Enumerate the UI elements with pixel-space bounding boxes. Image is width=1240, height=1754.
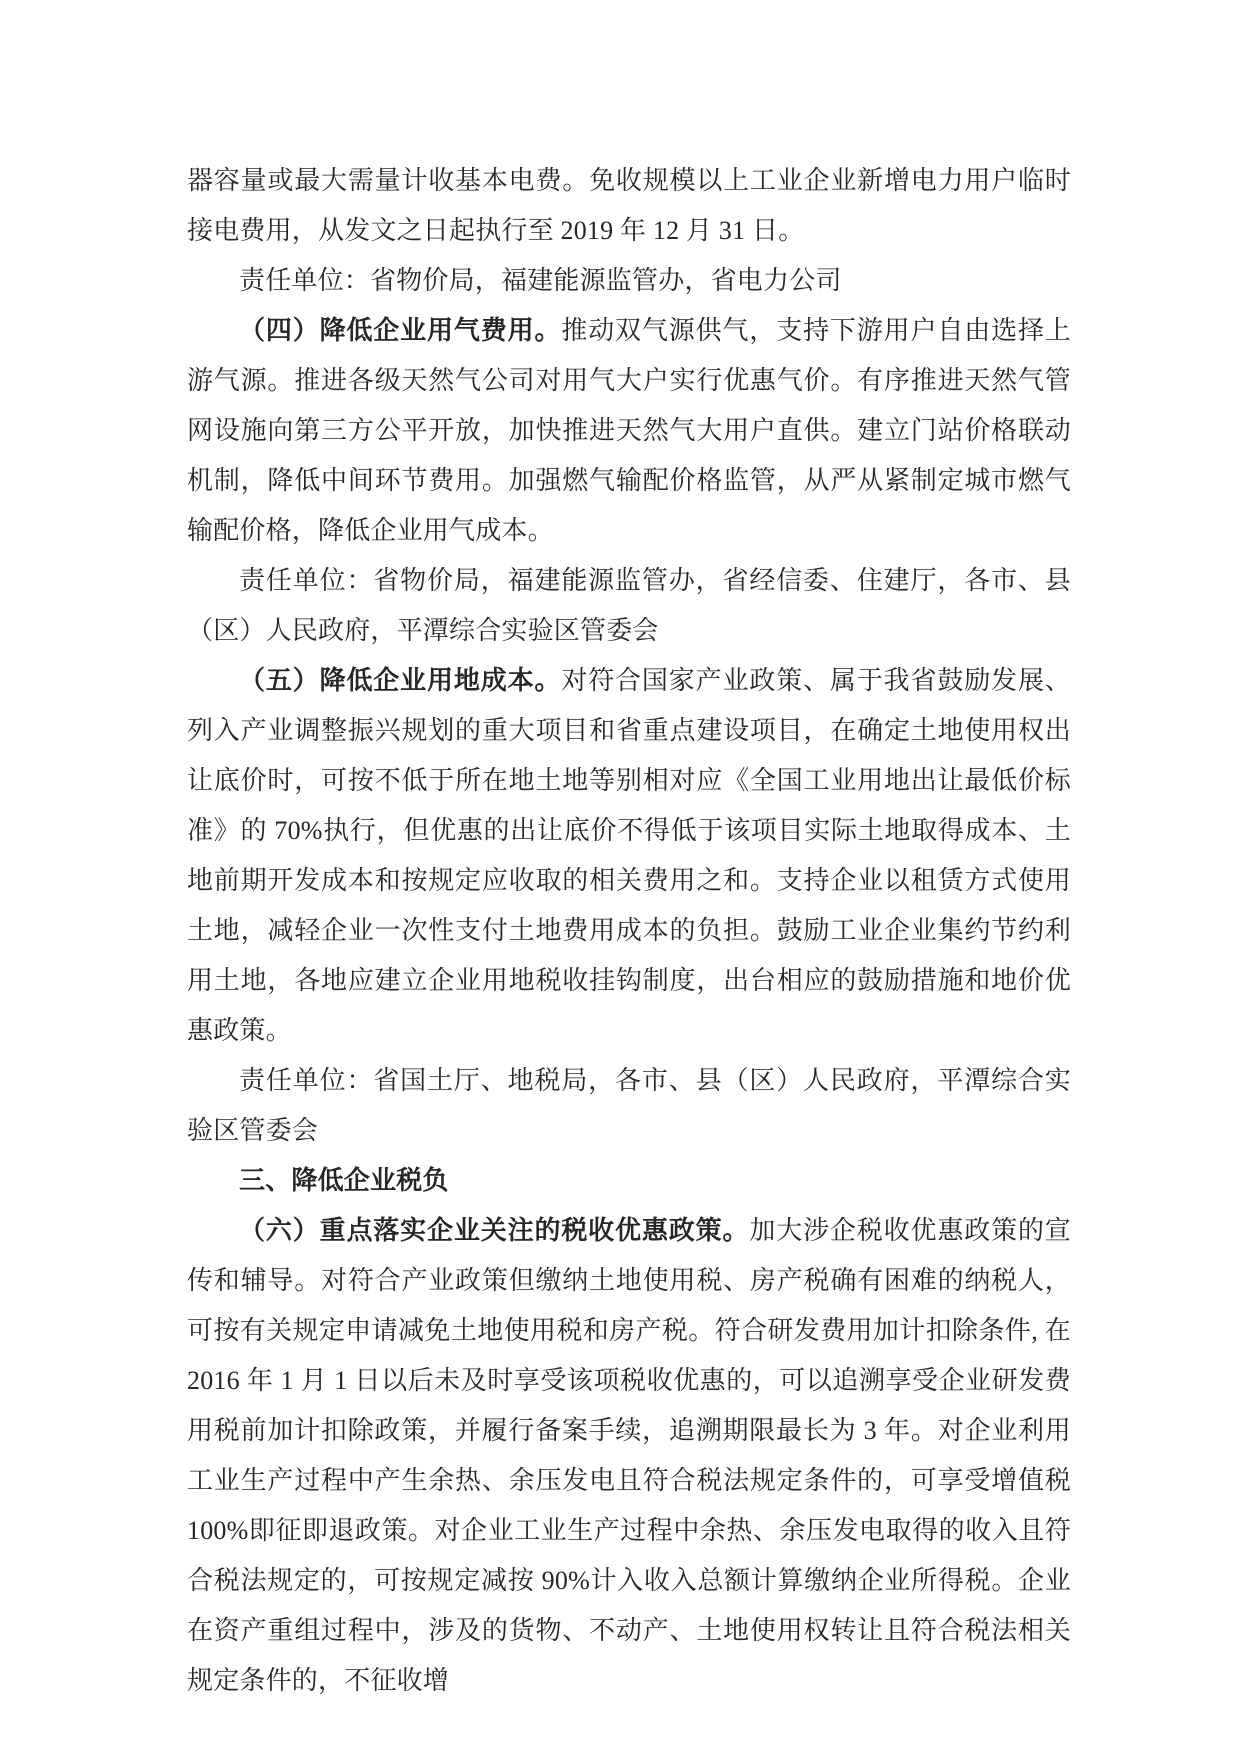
para-item5-land-cost	[187, 656, 1071, 1056]
para-item4-heading: （四）降低企业用气费用。	[239, 316, 562, 345]
responsible-unit-line-3	[187, 1056, 1071, 1156]
para-item6-tax-policy	[187, 1206, 1071, 1706]
responsible-unit-line-1	[187, 256, 1071, 306]
responsible-unit-1-text: 责任单位：省物价局，福建能源监管办，省电力公司	[239, 266, 842, 295]
para-item4-gas-cost	[187, 306, 1071, 556]
responsible-unit-line-2	[187, 556, 1071, 656]
para-item5-text: 对符合国家产业政策、属于我省鼓励发展、列入产业调整振兴规划的重大项目和省重点建设项目，在确定土地使用权出让底价时，可按不低于所在地土地等别相对应《全国工业用地出让最低价标准》的 70%执行，但优惠的出让底价不得低于该项目实际土地取得成本、土地前期开发成本和按规定应收取的相关费用之和。支持企业以租赁方式使用土地，减轻企业一次性支付土地费用成本的负担。鼓励工业企业集约节约利用土地，各地应建立企业用地税收挂钩制度，出台相应的鼓励措施和地价优惠政策。	[187, 666, 1071, 1045]
para-electricity-fee-continuation	[187, 156, 1071, 256]
para-item4-text: 推动双气源供气，支持下游用户自由选择上游气源。推进各级天然气公司对用气大户实行优惠气价。有序推进天然气管网设施向第三方公平开放，加快推进天然气大用户直供。建立门站价格联动机制，降低中间环节费用。加强燃气输配价格监管，从严从紧制定城市燃气输配价格，降低企业用气成本。	[187, 316, 1071, 545]
para-electricity-text: 器容量或最大需量计收基本电费。免收规模以上工业企业新增电力用户临时接电费用，从发文之日起执行至 2019 年 12 月 31 日。	[187, 166, 1071, 245]
para-item6-heading: （六）重点落实企业关注的税收优惠政策。	[239, 1216, 750, 1245]
para-item5-heading: （五）降低企业用地成本。	[239, 666, 562, 695]
responsible-unit-2-text: 责任单位：省物价局，福建能源监管办，省经信委、住建厅，各市、县（区）人民政府，平潭综合实验区管委会	[187, 566, 1071, 645]
responsible-unit-3-text: 责任单位：省国土厅、地税局，各市、县（区）人民政府，平潭综合实验区管委会	[187, 1066, 1071, 1145]
section-3-heading	[187, 1156, 1071, 1206]
document-body	[187, 156, 1071, 1706]
section-3-heading-text: 三、降低企业税负	[239, 1166, 449, 1195]
para-item6-text: 加大涉企税收优惠政策的宣传和辅导。对符合产业政策但缴纳土地使用税、房产税确有困难的纳税人，可按有关规定申请减免土地使用税和房产税。符合研发费用加计扣除条件, 在 2016 年 1 月 1 日以后未及时享受该项税收优惠的，可以追溯享受企业研发费用税前加计扣除政策，并履行备案手续，追溯期限最长为 3 年。对企业利用工业生产过程中产生余热、余压发电且符合税法规定条件的，可享受增值税 100%即征即退政策。对企业工业生产过程中余热、余压发电取得的收入且符合税法规定的，可按规定减按 90%计入收入总额计算缴纳企业所得税。企业在资产重组过程中，涉及的货物、不动产、土地使用权转让且符合税法相关规定条件的，不征收增	[187, 1216, 1071, 1695]
